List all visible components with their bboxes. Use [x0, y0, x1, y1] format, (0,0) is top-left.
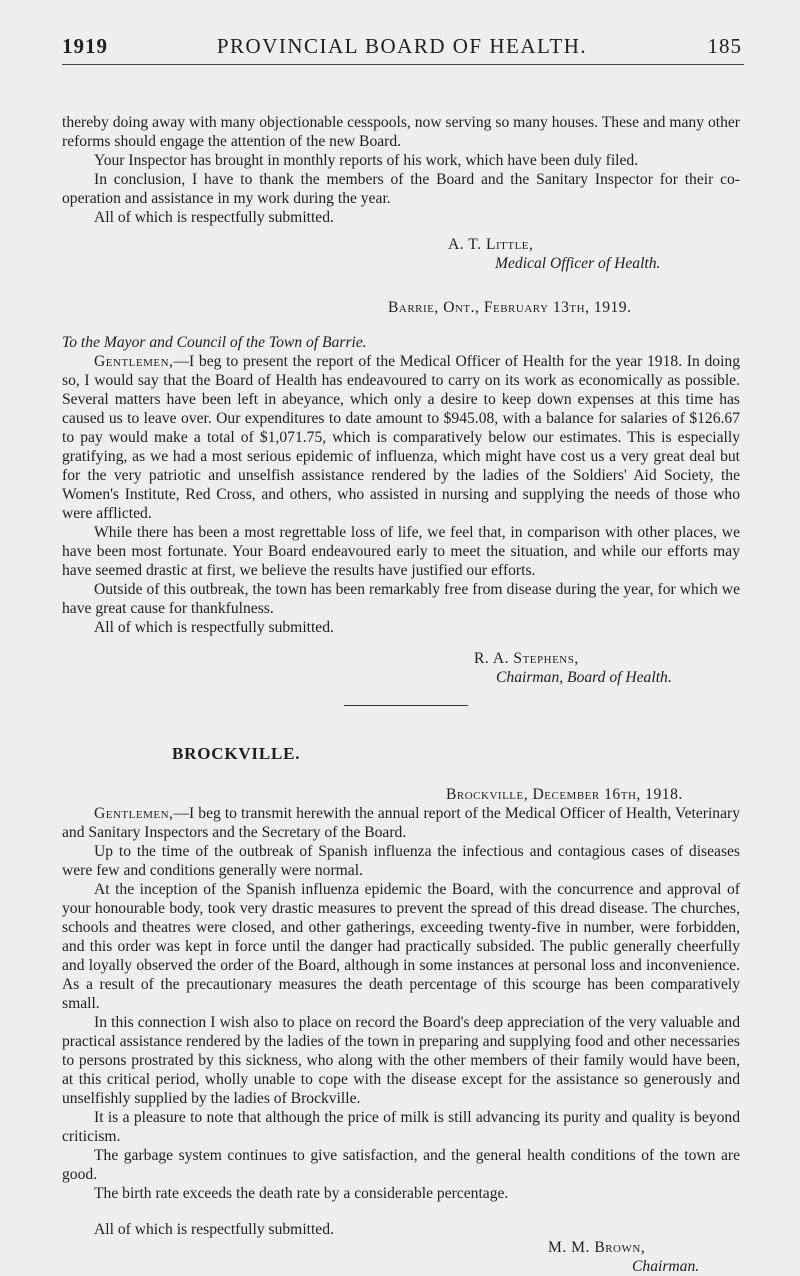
section-title: BROCKVILLE.: [172, 744, 301, 763]
paragraph-text: —I beg to present the report of the Medical Officer of Health for the year 1918. In doing so, I would say that the Board of Health has endeavoured to carry on its work as economically as possible. Several matters have been left in abeyance, which only a desire to keep down expenses at this time has caused us to leave over. Our expenditures to date amount to $945.08, with a balance for salaries of $126.67 to pay would make a total of $1,071.75, which is comparatively below our estimates. This is especially gratifying, as we had a most serious epidemic of influenza, which might have cost us a very great deal but for the very patriotic and unselfish assistance rendered by the ladies of the Soldiers' Aid Society, the Women's Institute, Red Cross, and others, who assisted in nursing and supplying the needs of those who were afflicted.: [62, 353, 740, 522]
section-divider: [344, 705, 468, 706]
header-year: 1919: [62, 34, 108, 58]
paragraph: At the inception of the Spanish influenza epidemic the Board, with the concurrence and approval of your honourable body, took very drastic measures to prevent the spread of this dread disease. The churches, schools and theatres were closed, and other gatherings, exceeding twenty-five in number, were forbidden, and this order was kept in force until the danger had practically subsided. The public generally cheerfully and loyally observed the order of the Board, although in some instances at personal loss and inconvenience. As a result of the precautionary measures the death percentage of this scourge has been comparatively small.: [62, 881, 740, 1012]
paragraph: The birth rate exceeds the death rate by a considerable percentage.: [94, 1185, 509, 1202]
closing-line: All of which is respectfully submitted.: [94, 1221, 334, 1238]
signature-name: R. A. Stephens,: [474, 650, 579, 667]
page-header: [62, 34, 742, 64]
paragraph: Up to the time of the outbreak of Spanish influenza the infectious and contagious cases of diseases were few and conditions generally were normal.: [62, 843, 740, 879]
paragraph: All of which is respectfully submitted.: [94, 619, 334, 636]
paragraph: All of which is respectfully submitted.: [94, 209, 334, 226]
paragraph: In conclusion, I have to thank the members of the Board and the Sanitary Inspector for their co-operation and assistance in my work during the year.: [62, 171, 740, 207]
addressee: To the Mayor and Council of the Town of Barrie.: [62, 334, 367, 351]
header-title: PROVINCIAL BOARD OF HEALTH.: [216, 34, 588, 58]
header-rule: [62, 64, 744, 65]
paragraph-text: —I beg to transmit herewith the annual report of the Medical Officer of Health, Veterinary and Sanitary Inspectors and the Secretary of the Board.: [62, 805, 740, 841]
page-number: 185: [707, 34, 742, 58]
paragraph: The garbage system continues to give satisfaction, and the general health conditions of the town are good.: [62, 1147, 740, 1183]
date-line: Brockville, December 16th, 1918.: [446, 786, 683, 803]
paragraph: Outside of this outbreak, the town has been remarkably free from disease during the year, for which we have great cause for thankfulness.: [62, 581, 740, 617]
date-line: Barrie, Ont., February 13th, 1919.: [388, 299, 632, 316]
salutation: Gentlemen,: [94, 353, 174, 370]
paragraph: [62, 352, 740, 523]
paragraph: thereby doing away with many objectionable cesspools, now serving so many houses. These and many other reforms should engage the attention of the new Board.: [62, 114, 740, 150]
signature-title: Medical Officer of Health.: [495, 255, 661, 272]
paragraph: In this connection I wish also to place on record the Board's deep appreciation of the very valuable and practical assistance rendered by the ladies of the town in preparing and supplying food and other necessaries to persons prostrated by this sickness, who along with the other members of their family would have been, at this critical period, wholly unable to cope with the disease except for the assistance so generously and unselfishly supplied by the ladies of Brockville.: [62, 1014, 740, 1107]
paragraph: While there has been a most regrettable loss of life, we feel that, in comparison with other places, we have been most fortunate. Your Board endeavoured early to meet the situation, and while our efforts may have seemed drastic at first, we believe the results have justified our efforts.: [62, 524, 740, 579]
signature-title: Chairman.: [632, 1258, 700, 1275]
paragraph: It is a pleasure to note that although the price of milk is still advancing its purity and quality is beyond criticism.: [62, 1109, 740, 1145]
salutation: Gentlemen,: [94, 805, 174, 822]
paragraph: Your Inspector has brought in monthly reports of his work, which have been duly filed.: [94, 152, 639, 169]
paragraph: [62, 804, 740, 842]
signature-name: M. M. Brown,: [548, 1239, 646, 1256]
signature-name: A. T. Little,: [448, 236, 534, 253]
document-body: [62, 113, 740, 1276]
signature-title: Chairman, Board of Health.: [496, 669, 672, 686]
